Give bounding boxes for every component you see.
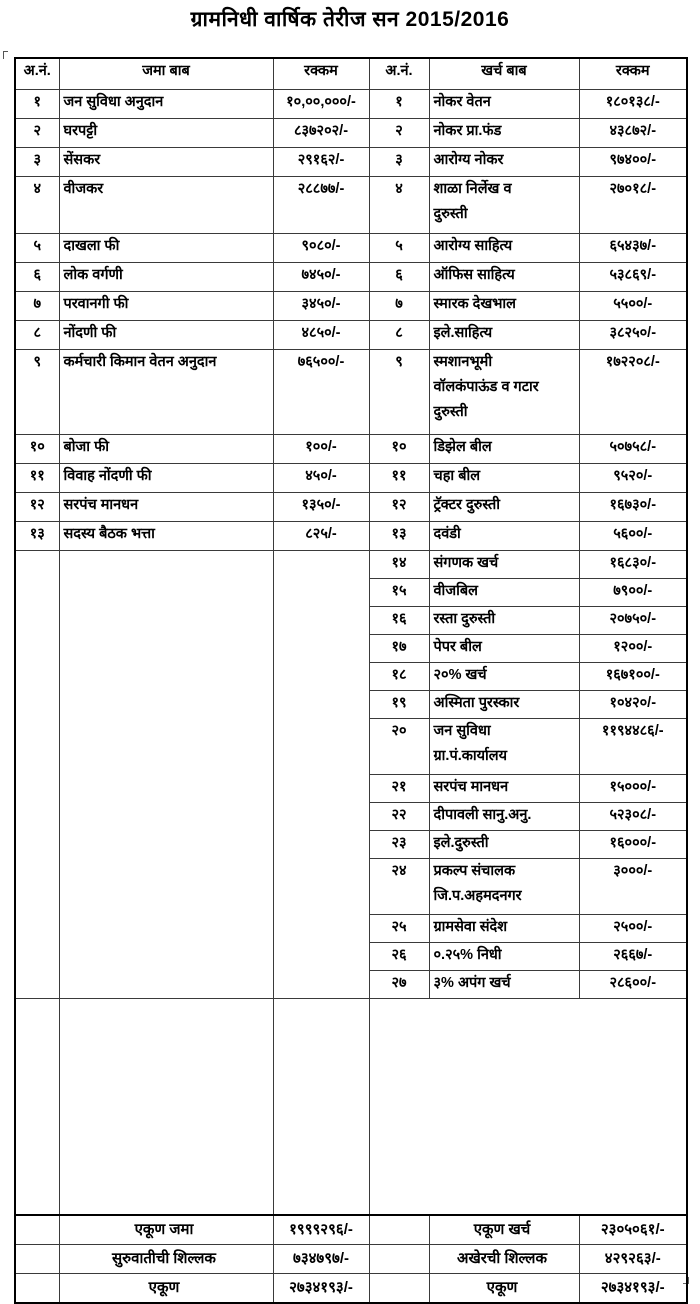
debit-amount-cell: २०७५०/- [579, 607, 687, 635]
closing-balance-label: अखेरची शिल्लक [429, 1244, 579, 1273]
credit-sr-cell: ३ [15, 148, 59, 177]
credit-sr-cell: ५ [15, 234, 59, 263]
debit-sr-cell: २४ [369, 859, 429, 915]
page-title: ग्रामनिधी वार्षिक तेरीज सन 2015/2016 [190, 8, 510, 31]
credit-blank-item-cell [59, 551, 273, 999]
debit-sr-cell: १ [369, 90, 429, 119]
debit-amount-cell: ६५४३७/- [579, 234, 687, 263]
credit-amount-cell: ४५०/- [273, 464, 369, 493]
table-header [15, 58, 687, 90]
debit-item-cell: शाळा निर्लेख व दुरुस्ती [429, 177, 579, 234]
credit-item-cell: घरपट्टी [59, 119, 273, 148]
summary-row [15, 1215, 687, 1245]
debit-sr-cell: १० [369, 435, 429, 464]
credit-amount-cell: ७६५००/- [273, 350, 369, 435]
summary-left-blank-sr [15, 1273, 59, 1303]
debit-sr-cell: २१ [369, 775, 429, 803]
debit-sr-cell: २० [369, 719, 429, 775]
debit-sr-cell: १६ [369, 607, 429, 635]
debit-sr-cell: ४ [369, 177, 429, 234]
debit-item-cell: पेपर बील [429, 635, 579, 663]
debit-item-cell: ऑफिस साहित्य [429, 263, 579, 292]
debit-item-cell: रस्ता दुरुस्ती [429, 607, 579, 635]
debit-amount-cell: १५०००/- [579, 775, 687, 803]
header-credit-item: जमा बाब [59, 58, 273, 90]
debit-sr-cell: २ [369, 119, 429, 148]
credit-blank-sr-cell [15, 551, 59, 999]
ledger-table-wrapper [14, 57, 686, 1304]
debit-amount-cell: १६०००/- [579, 831, 687, 859]
debit-item-cell: आरोग्य नोकर [429, 148, 579, 177]
debit-sr-cell: १५ [369, 579, 429, 607]
credit-sr-cell: १२ [15, 493, 59, 522]
credit-item-cell: परवानगी फी [59, 292, 273, 321]
table-row [15, 522, 687, 551]
debit-item-cell: प्रकल्प संचालक जि.प.अहमदनगर [429, 859, 579, 915]
total-credit-label: एकूण जमा [59, 1215, 273, 1245]
credit-blank-amount-cell [273, 551, 369, 999]
debit-item-cell: ०.२५% निधी [429, 943, 579, 971]
debit-item-cell: नोकर प्रा.फंड [429, 119, 579, 148]
credit-sr-cell: २ [15, 119, 59, 148]
header-debit-amount: रक्कम [579, 58, 687, 90]
debit-sr-cell: ८ [369, 321, 429, 350]
debit-sr-cell: २२ [369, 803, 429, 831]
debit-sr-cell: २३ [369, 831, 429, 859]
debit-item-cell: संगणक खर्च [429, 551, 579, 579]
opening-balance-label: सुरुवातीची शिल्लक [59, 1244, 273, 1273]
credit-item-cell: दाखला फी [59, 234, 273, 263]
debit-item-cell: नोकर वेतन [429, 90, 579, 119]
credit-item-cell: जन सुविधा अनुदान [59, 90, 273, 119]
debit-amount-cell: ७९००/- [579, 579, 687, 607]
debit-sr-cell: ५ [369, 234, 429, 263]
debit-item-cell: ग्रामसेवा संदेश [429, 915, 579, 943]
debit-sr-cell: १४ [369, 551, 429, 579]
grand-total-right-label: एकूण [429, 1273, 579, 1303]
closing-balance-amount: ४२९२६३/- [579, 1244, 687, 1273]
debit-item-cell: अस्मिता पुरस्कार [429, 691, 579, 719]
credit-sr-cell: ११ [15, 464, 59, 493]
credit-amount-cell: ३४५०/- [273, 292, 369, 321]
debit-amount-cell: ५३८६९/- [579, 263, 687, 292]
header-debit-sr: अ.नं. [369, 58, 429, 90]
debit-amount-cell: २७०१८/- [579, 177, 687, 234]
table-row [15, 119, 687, 148]
credit-amount-cell: १३५०/- [273, 493, 369, 522]
debit-item-cell: जन सुविधा ग्रा.पं.कार्यालय [429, 719, 579, 775]
debit-item-cell: डिझेल बील [429, 435, 579, 464]
debit-amount-cell: ३०००/- [579, 859, 687, 915]
summary-left-blank-sr [15, 1244, 59, 1273]
debit-amount-cell: १२००/- [579, 635, 687, 663]
credit-sr-cell: १० [15, 435, 59, 464]
credit-amount-cell: १००/- [273, 435, 369, 464]
credit-item-cell: सेंसकर [59, 148, 273, 177]
debit-sr-cell: १३ [369, 522, 429, 551]
table-row [15, 292, 687, 321]
summary-row [15, 1244, 687, 1273]
debit-sr-cell: ७ [369, 292, 429, 321]
table-row [15, 177, 687, 234]
summary-right-blank-sr [369, 1215, 429, 1245]
credit-item-cell: सरपंच मानधन [59, 493, 273, 522]
table-row [15, 321, 687, 350]
debit-amount-cell: ३८२५०/- [579, 321, 687, 350]
summary-row [15, 1273, 687, 1303]
credit-sr-cell: ७ [15, 292, 59, 321]
debit-item-cell: ३% अपंग खर्च [429, 971, 579, 999]
debit-spacer-item [59, 999, 273, 1215]
debit-amount-cell: १६७१००/- [579, 663, 687, 691]
debit-amount-cell: २६६७/- [579, 943, 687, 971]
debit-item-cell: वीजबिल [429, 579, 579, 607]
debit-amount-cell: ९५२०/- [579, 464, 687, 493]
debit-item-cell: स्मशानभूमी वॉलकंपाऊंड व गटार दुरुस्ती [429, 350, 579, 435]
debit-sr-cell: २५ [369, 915, 429, 943]
debit-amount-cell: ५६००/- [579, 522, 687, 551]
debit-item-cell: ट्रॅक्टर दुरुस्ती [429, 493, 579, 522]
table-row [15, 350, 687, 435]
scan-artifact-top-left [3, 51, 8, 59]
table-row [15, 148, 687, 177]
credit-sr-cell: १ [15, 90, 59, 119]
blank-spacer-row [15, 999, 687, 1215]
grand-total-left-amount: २७३४१९३/- [273, 1273, 369, 1303]
table-row [15, 464, 687, 493]
credit-amount-cell: ७४५०/- [273, 263, 369, 292]
total-credit-amount: १९९९२९६/- [273, 1215, 369, 1245]
debit-item-cell: इले.दुरुस्ती [429, 831, 579, 859]
summary-right-blank-sr [369, 1244, 429, 1273]
credit-item-cell: वीजकर [59, 177, 273, 234]
table-row [15, 263, 687, 292]
table-row [15, 493, 687, 522]
credit-sr-cell: ६ [15, 263, 59, 292]
debit-amount-cell: ४३८७२/- [579, 119, 687, 148]
debit-amount-cell: १६८३०/- [579, 551, 687, 579]
debit-sr-cell: ११ [369, 464, 429, 493]
total-debit-label: एकूण खर्च [429, 1215, 579, 1245]
header-credit-amount: रक्कम [273, 58, 369, 90]
grand-total-right-amount: २७३४१९३/- [579, 1273, 687, 1303]
debit-item-cell: इले.साहित्य [429, 321, 579, 350]
debit-amount-cell: २५००/- [579, 915, 687, 943]
debit-spacer-sr [15, 999, 59, 1215]
table-row [15, 551, 687, 579]
debit-amount-cell: ११९४४८६/- [579, 719, 687, 775]
debit-sr-cell: १२ [369, 493, 429, 522]
debit-sr-cell: १८ [369, 663, 429, 691]
credit-item-cell: बोजा फी [59, 435, 273, 464]
header-row [15, 58, 687, 90]
debit-sr-cell: १७ [369, 635, 429, 663]
debit-amount-cell: ९७४००/- [579, 148, 687, 177]
debit-amount-cell: १०४२०/- [579, 691, 687, 719]
credit-amount-cell: २९१६२/- [273, 148, 369, 177]
credit-amount-cell: ८२५/- [273, 522, 369, 551]
credit-amount-cell: १०,००,०००/- [273, 90, 369, 119]
debit-item-cell: दीपावली सानु.अनु. [429, 803, 579, 831]
debit-sr-cell: २६ [369, 943, 429, 971]
debit-sr-cell: ६ [369, 263, 429, 292]
summary-right-blank-sr [369, 1273, 429, 1303]
debit-spacer-amount [273, 999, 369, 1215]
credit-item-cell: विवाह नोंदणी फी [59, 464, 273, 493]
debit-sr-cell: २७ [369, 971, 429, 999]
debit-item-cell: आरोग्य साहित्य [429, 234, 579, 263]
credit-sr-cell: ८ [15, 321, 59, 350]
opening-balance-amount: ७३४७९७/- [273, 1244, 369, 1273]
credit-sr-cell: ४ [15, 177, 59, 234]
credit-item-cell: नोंदणी फी [59, 321, 273, 350]
annual-balance-table [14, 57, 688, 1304]
debit-item-cell: दवंडी [429, 522, 579, 551]
credit-amount-cell: ९०८०/- [273, 234, 369, 263]
header-debit-item: खर्च बाब [429, 58, 579, 90]
debit-item-cell: २०% खर्च [429, 663, 579, 691]
debit-amount-cell: १८०१३८/- [579, 90, 687, 119]
debit-sr-cell: ९ [369, 350, 429, 435]
debit-amount-cell: ५५००/- [579, 292, 687, 321]
credit-amount-cell: २८८७७/- [273, 177, 369, 234]
table-body [15, 90, 687, 1303]
header-credit-sr: अ.नं. [15, 58, 59, 90]
credit-item-cell: लोक वर्गणी [59, 263, 273, 292]
debit-amount-cell: २८६००/- [579, 971, 687, 999]
credit-item-cell: सदस्य बैठक भत्ता [59, 522, 273, 551]
debit-sr-cell: ३ [369, 148, 429, 177]
table-row [15, 90, 687, 119]
debit-item-cell: स्मारक देखभाल [429, 292, 579, 321]
debit-item-cell: चहा बील [429, 464, 579, 493]
debit-amount-cell: ५०७५८/- [579, 435, 687, 464]
debit-amount-cell: १६७३०/- [579, 493, 687, 522]
debit-item-cell: सरपंच मानधन [429, 775, 579, 803]
grand-total-left-label: एकूण [59, 1273, 273, 1303]
table-row [15, 435, 687, 464]
debit-sr-cell: १९ [369, 691, 429, 719]
total-debit-amount: २३०५०६१/- [579, 1215, 687, 1245]
credit-sr-cell: ९ [15, 350, 59, 435]
credit-sr-cell: १३ [15, 522, 59, 551]
debit-amount-cell: १७२२०८/- [579, 350, 687, 435]
table-row [15, 234, 687, 263]
credit-item-cell: कर्मचारी किमान वेतन अनुदान [59, 350, 273, 435]
summary-left-blank-sr [15, 1215, 59, 1245]
credit-amount-cell: ४८५०/- [273, 321, 369, 350]
credit-amount-cell: ८३७२०२/- [273, 119, 369, 148]
debit-amount-cell: ५२३०८/- [579, 803, 687, 831]
